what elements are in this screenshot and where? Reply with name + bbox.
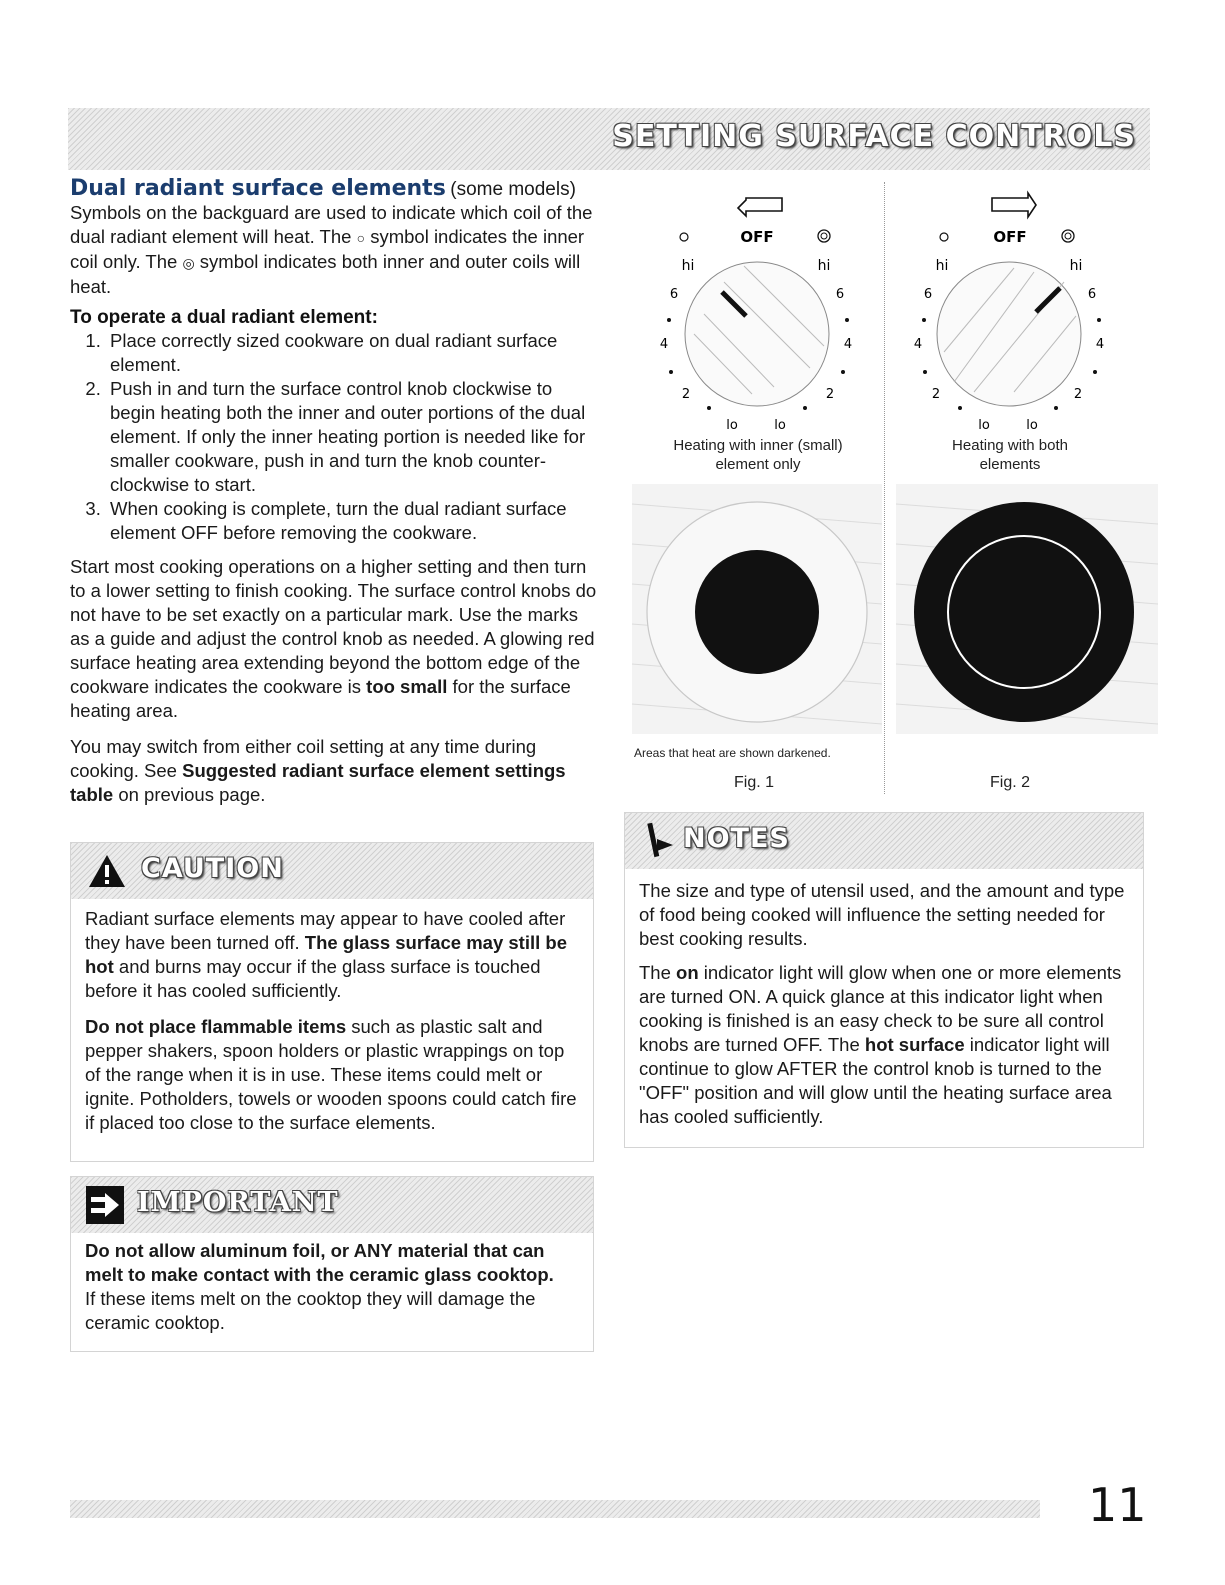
inner-coil-symbol-icon: ○ [356,230,366,246]
notes-on-indicator: on [676,962,699,983]
switch-paragraph [70,735,600,807]
notes-text-2c: indicator light will glow when one or more elements are turned ON. A quick glance at this indicator light when cooking is finished is an easy check to be sure all control knobs are turned OFF. The [639,962,1122,1055]
dual-coil-symbol-icon: ◎ [182,255,195,271]
dial-lo-right: lo [774,418,786,432]
fig1-dial-caption [648,436,868,474]
cooking-paragraph [70,555,600,723]
section-heading [70,176,600,201]
fig1-caption-line2: element only [715,456,801,473]
inner-coil-heated [695,550,819,674]
settings-table-reference: Suggested radiant surface element settings table [70,760,566,805]
dial-six-left: 6 [923,287,933,302]
dial-two-right: 2 [825,387,835,402]
dial-six-right: 6 [835,287,845,302]
important-label: IMPORTANT [137,1187,339,1218]
step-item: 2. Push in and turn the surface control knob clockwise to begin heating both the inner and outer portions of the dual element. If only the inner heating portion is needed like for smaller cookware, push in and turn the knob counter-clockwise to start. [106,377,600,497]
dial-six-left: 6 [669,287,679,302]
caution-text-1c: and burns may occur if the glass surface is touched before it has cooled sufficiently. [85,956,541,1001]
cooking-text-a: Start most cooking operations on a higher setting and then turn to a lower setting to finish cooking. The surface control knobs do not have to be set exactly on a particular mark. Use the marks as a guide and adjust the control knob as needed. A glowing red surface heating area extending beyond the bottom edge of the cookware indicates the cookware is [70,556,597,697]
caution-text-2b: such as plastic salt and pepper shakers, spoon holders or plastic wrappings on top of the range when it is in use. These items could melt or ignite. Potholders, towels or wooden spoons could catch fire if placed too close to the surface elements. [85,1016,577,1133]
inner-coil-symbol-icon [940,233,948,241]
important-box [70,1176,594,1352]
dial-hi-right: hi [817,258,831,274]
caution-paragraph-2 [85,1015,579,1135]
fig2-caption-line1: Heating with both [952,437,1068,454]
notes-header [625,813,1143,869]
left-column [70,176,600,807]
dial-four-right: 4 [1095,337,1105,352]
dial-lo-left: lo [726,418,738,432]
important-body [71,1233,593,1345]
operate-heading: To operate a dual radiant element: [70,307,378,328]
inner-coil-symbol-icon [680,233,688,241]
inner-element-illustration [632,484,882,734]
footer-band [70,1500,1040,1518]
dial-four-left: 4 [913,337,923,352]
knob-face [685,262,829,406]
caution-paragraph-1 [85,907,579,1003]
cooking-text-c: for the surface heating area. [70,676,571,721]
fig2-label: Fig. 2 [990,774,1031,791]
page-number: 11 [1088,1478,1147,1532]
notes-icon [645,821,675,861]
notes-text-2a: The [639,962,671,983]
operate-steps [70,329,600,545]
fig2-caption-line2: elements [979,456,1041,473]
dual-coil-symbol-icon [818,230,830,242]
dial-two-left: 2 [931,387,941,402]
dial-lo-left: lo [978,418,990,432]
step-item: 3. When cooking is complete, turn the dual radiant surface element OFF before removing the cookware. [106,497,600,545]
intro-text-1: Symbols on the backguard are used to indicate which coil of the dual radiant element will heat. The [70,202,593,247]
caution-text-1a: Radiant surface elements may appear to have cooled after they have been turned off. [85,908,566,953]
arrow-right-icon [85,1185,125,1225]
intro-text-2: symbol indicates the inner coil only. The [70,226,585,272]
control-knob-dial-inner [634,182,884,432]
intro-paragraph [70,201,600,299]
dial-four-left: 4 [659,337,669,352]
notes-paragraph-1: The size and type of utensil used, and the amount and type of food being cooked will influence the setting needed for best cooking results. [639,880,1125,949]
dial-six-right: 6 [1087,287,1097,302]
cooking-text-bold: too small [366,676,448,697]
important-text: If these items melt on the cooktop they will damage the ceramic cooktop. [85,1288,536,1333]
dual-coil-symbol-icon [1062,230,1074,242]
notes-label: NOTES [683,823,790,854]
section-title-note: (some models) [450,179,576,200]
clockwise-arrow-icon [992,193,1036,217]
notes-hot-surface: hot surface [864,1034,965,1055]
step-item: 1. Place correctly sized cookware on dual radiant surface element. [106,329,600,377]
control-knob-dial-both [894,182,1144,432]
caution-label: CAUTION [141,853,284,884]
intro-text-3: symbol indicates both inner and outer coils will heat. [70,251,581,297]
warning-icon [87,853,127,889]
notes-body [625,869,1143,1139]
header-band [68,108,1150,170]
caution-text-2a: Do not place flammable items [85,1016,347,1037]
important-header [71,1177,593,1233]
caution-body [71,899,593,1145]
switch-text-c: on previous page. [118,784,266,805]
both-elements-illustration [896,484,1158,734]
fig2-dial-caption [910,436,1110,474]
fig1-note: Areas that heat are shown darkened. [634,746,831,760]
caution-text-1b: The glass surface may still be hot [85,932,567,977]
section-title: Dual radiant surface elements [70,176,446,201]
dial-lo-right: lo [1026,418,1038,432]
dial-off-label: OFF [993,228,1027,246]
dial-two-left: 2 [681,387,691,402]
page-title: SETTING SURFACE CONTROLS [612,119,1136,154]
switch-text-a: You may switch from either coil setting at any time during cooking. See [70,736,537,781]
counter-clockwise-arrow-icon [738,198,782,216]
caution-header [71,843,593,899]
dial-two-right: 2 [1073,387,1083,402]
caution-box [70,842,594,1162]
notes-text-2e: indicator light will continue to glow AFTER the control knob is turned to the "OFF" position and will glow until the heating surface area has cooled sufficiently. [639,1034,1112,1127]
notes-paragraph-2 [639,961,1129,1129]
fig1-label: Fig. 1 [734,774,775,791]
notes-box [624,812,1144,1148]
dial-four-right: 4 [843,337,853,352]
dial-hi-left: hi [681,258,695,274]
dial-hi-left: hi [935,258,949,274]
fig1-caption-line1: Heating with inner (small) [673,437,843,454]
important-warning: Do not allow aluminum foil, or ANY material that can melt to make contact with the ceramic glass cooktop. [85,1240,554,1285]
figure-divider [884,182,885,794]
dial-off-label: OFF [740,228,774,246]
dial-hi-right: hi [1069,258,1083,274]
